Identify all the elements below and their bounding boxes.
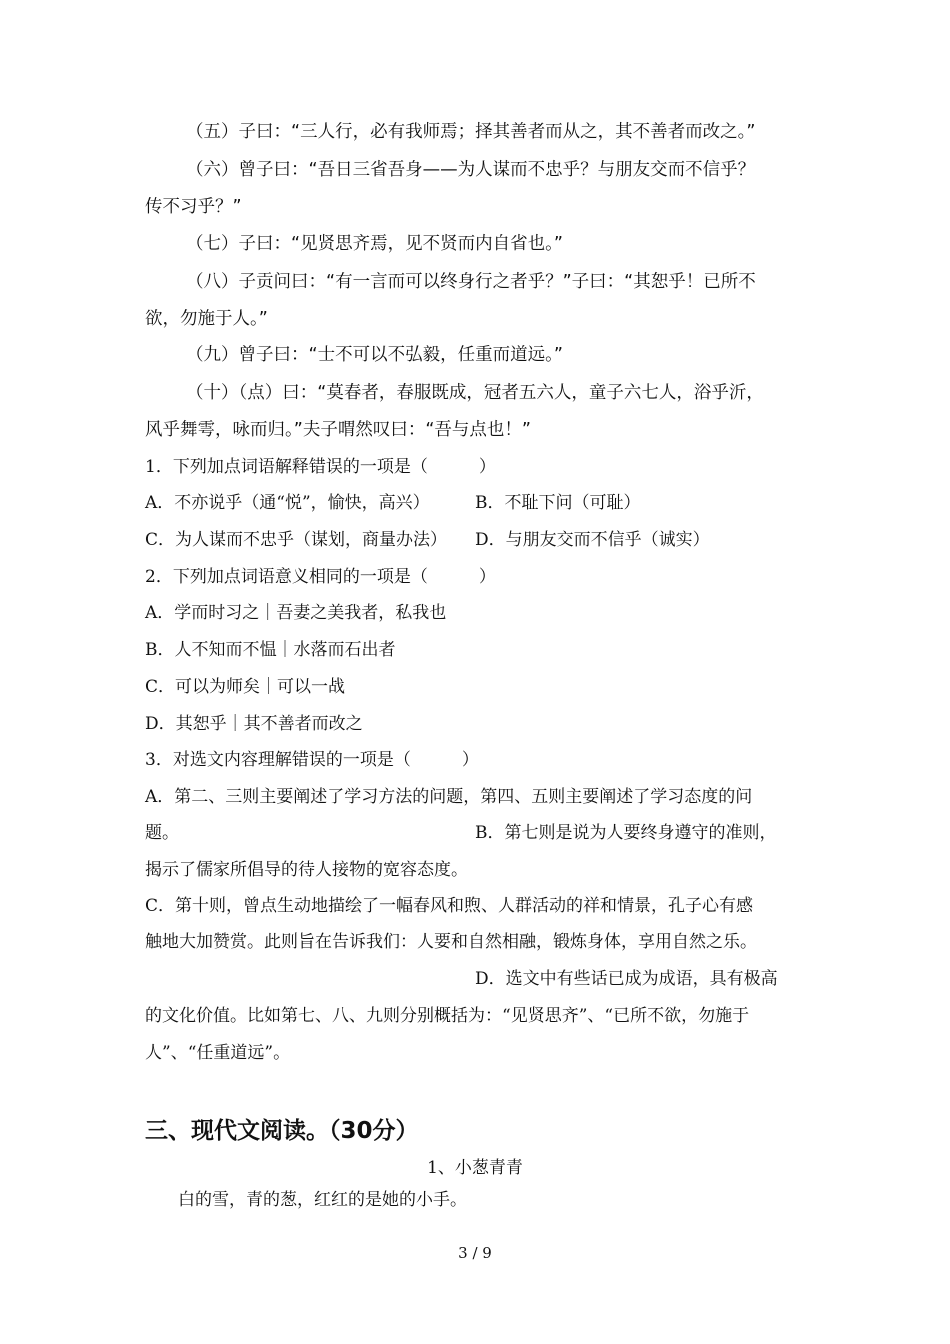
passage-10-line-2: 风乎舞雩，咏而归。”夫子喟然叹曰：“吾与点也！” — [145, 420, 531, 440]
question-3-stem: 3．对选文内容理解错误的一项是（ ） — [145, 750, 479, 770]
page-number: 3 / 9 — [458, 1244, 492, 1262]
question-1-stem: 1．下列加点词语解释错误的一项是（ ） — [145, 457, 496, 477]
passage-7: （七）子曰：“见贤思齐焉，见不贤而内自省也。” — [186, 234, 563, 254]
question-2-option-b: B．人不知而不愠｜水落而石出者 — [145, 640, 396, 660]
reading-first-line: 白的雪，青的葱，红红的是她的小手。 — [178, 1190, 467, 1210]
question-3-option-d-line-3: 人”、“任重道远”。 — [145, 1043, 291, 1063]
section-heading: 三、现代文阅读。（30分） — [145, 1118, 419, 1144]
question-2-option-d: D．其恕乎｜其不善者而改之 — [145, 714, 363, 734]
passage-6-line-1: （六）曾子曰：“吾日三省吾身——为人谋而不忠乎？与朋友交而不信乎？ — [186, 160, 756, 180]
question-2-option-a: A．学而时习之｜吾妻之美我者，私我也 — [145, 603, 447, 623]
passage-6-line-2: 传不习乎？” — [145, 197, 242, 217]
question-3-option-c-line-1: C．第十则，曾点生动地描绘了一幅春风和煦、人群活动的祥和情景，孔子心有感 — [145, 896, 754, 916]
question-3-option-a-line-1: A．第二、三则主要阐述了学习方法的问题，第四、五则主要阐述了学习态度的问 — [145, 787, 753, 807]
question-3-option-a-line-2: 题。 — [145, 823, 179, 843]
question-3-option-b-line-1: B．第七则是说为人要终身遵守的准则， — [475, 823, 777, 843]
passage-8-line-2: 欲，勿施于人。” — [145, 309, 268, 329]
reading-title: 1、小葱青青 — [427, 1158, 523, 1178]
question-2-stem: 2．下列加点词语意义相同的一项是（ ） — [145, 567, 496, 587]
question-3-option-d-line-1: D．选文中有些话已成为成语，具有极高 — [475, 969, 778, 989]
question-1-option-b: B．不耻下问（可耻） — [475, 493, 641, 513]
question-2-option-c: C．可以为师矣｜可以一战 — [145, 677, 346, 697]
passage-5: （五）子曰：“三人行，必有我师焉；择其善者而从之，其不善者而改之。” — [186, 122, 756, 142]
passage-10-line-1: （十）（点）曰：“莫春者，春服既成，冠者五六人，童子六七人，浴乎沂， — [186, 383, 764, 403]
question-1-option-c: C．为人谋而不忠乎（谋划，商量办法） — [145, 530, 448, 550]
question-3-option-d-line-2: 的文化价值。比如第七、八、九则分别概括为：“见贤思齐”、“已所不欲，勿施于 — [145, 1006, 750, 1026]
question-1-option-a: A．不亦说乎（通“悦”，愉快，高兴） — [145, 493, 430, 513]
question-3-option-c-line-2: 触地大加赞赏。此则旨在告诉我们：人要和自然相融，锻炼身体，享用自然之乐。 — [145, 932, 757, 952]
question-1-option-d: D．与朋友交而不信乎（诚实） — [475, 530, 710, 550]
passage-8-line-1: （八）子贡问曰：“有一言而可以终身行之者乎？”子曰：“其恕乎！已所不 — [186, 272, 756, 292]
question-3-option-b-line-2: 揭示了儒家所倡导的待人接物的宽容态度。 — [145, 860, 468, 880]
passage-9: （九）曾子曰：“士不可以不弘毅，任重而道远。” — [186, 345, 563, 365]
